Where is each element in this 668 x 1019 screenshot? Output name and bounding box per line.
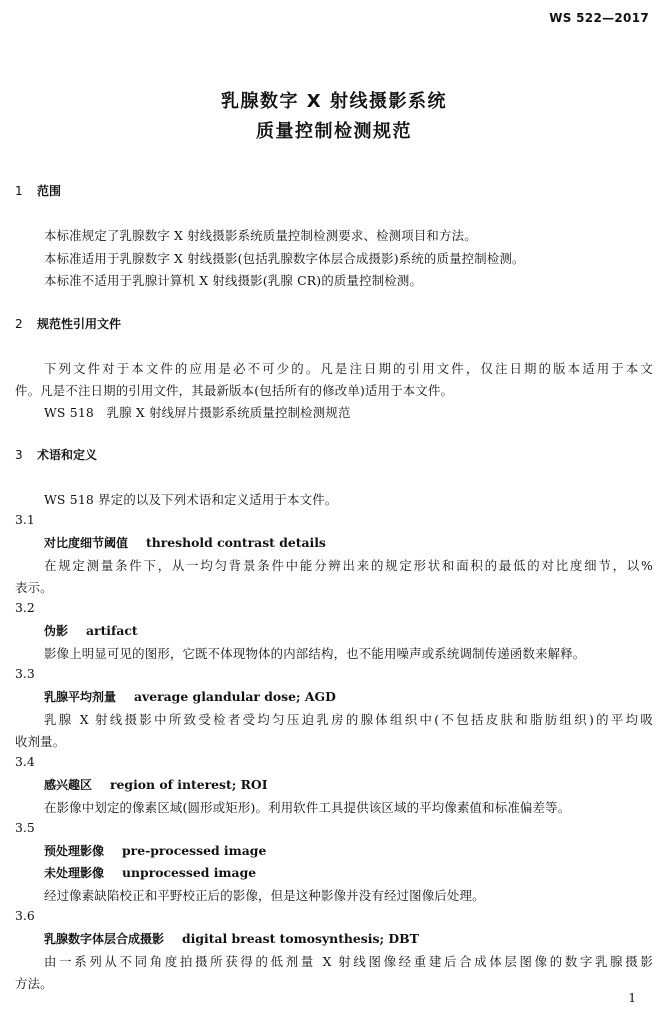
- section-title: 术语和定义: [37, 448, 98, 462]
- section-2-heading: [15, 315, 121, 332]
- section-number: 2: [15, 317, 23, 331]
- term-zh: 对比度细节阈值: [44, 536, 129, 550]
- clause-number: 3.3: [15, 666, 35, 681]
- section-number: 3: [15, 448, 23, 462]
- term-heading: [44, 776, 268, 793]
- clause-number: 3.2: [15, 600, 35, 615]
- term-zh: 预处理影像: [44, 844, 105, 858]
- page-number: 1: [628, 991, 636, 1005]
- term-definition: 由一系列从不同角度拍摄所获得的低剂量 X 射线图像经重建后合成体层图像的数字乳腺摄影: [44, 954, 653, 969]
- section-title: 范围: [37, 184, 62, 198]
- paragraph: 本标准规定了乳腺数字 X 射线摄影系统质量控制检测要求、检测项目和方法。: [44, 228, 477, 243]
- term-definition: 乳腺 X 射线摄影中所致受检者受均匀压迫乳房的腺体组织中(不包括皮肤和脂肪组织)的平均吸: [44, 712, 653, 727]
- term-definition: 收剂量。: [15, 734, 66, 749]
- section-1-heading: [15, 182, 61, 199]
- paragraph: WS 518 界定的以及下列术语和定义适用于本文件。: [44, 492, 338, 507]
- term-heading: [44, 622, 138, 639]
- normative-reference: WS 518 乳腺 X 射线屏片摄影系统质量控制检测规范: [44, 405, 351, 420]
- term-en: average glandular dose; AGD: [134, 689, 336, 704]
- term-en: region of interest; ROI: [110, 777, 268, 792]
- term-zh: 感兴趣区: [44, 778, 93, 792]
- term-zh: 乳腺平均剂量: [44, 690, 117, 704]
- term-zh: 伪影: [44, 624, 69, 638]
- clause-number: 3.4: [15, 754, 35, 769]
- term-en: threshold contrast details: [146, 535, 326, 550]
- document-title-line1: 乳腺数字 X 射线摄影系统: [221, 91, 447, 112]
- section-3-heading: [15, 446, 97, 463]
- section-title: 规范性引用文件: [37, 317, 122, 331]
- term-zh: 乳腺数字体层合成摄影: [44, 932, 165, 946]
- term-heading: [44, 688, 336, 705]
- term-en: pre-processed image: [122, 843, 267, 858]
- paragraph: 下列文件对于本文件的应用是必不可少的。凡是注日期的引用文件，仅注日期的版本适用于本文: [44, 361, 653, 376]
- standard-code: WS 522—2017: [549, 11, 649, 25]
- term-definition: 影像上明显可见的图形，它既不体现物体的内部结构，也不能用噪声或系统调制传递函数来解释。: [44, 646, 586, 661]
- term-zh: 未处理影像: [44, 866, 105, 880]
- term-definition: 方法。: [15, 976, 53, 991]
- clause-number: 3.5: [15, 820, 35, 835]
- clause-number: 3.1: [15, 512, 35, 527]
- clause-number: 3.6: [15, 908, 35, 923]
- term-definition: 表示。: [15, 580, 53, 595]
- term-heading: [44, 842, 266, 859]
- term-heading: [44, 534, 326, 551]
- term-heading-alt: [44, 864, 256, 881]
- term-heading: [44, 930, 419, 947]
- term-en: artifact: [86, 623, 138, 638]
- term-definition: 在规定测量条件下，从一均匀背景条件中能分辨出来的规定形状和面积的最低的对比度细节，以%: [44, 558, 653, 573]
- term-en: unprocessed image: [122, 865, 257, 880]
- paragraph: 件。凡是不注日期的引用文件，其最新版本(包括所有的修改单)适用于本文件。: [15, 383, 454, 398]
- paragraph: 本标准不适用于乳腺计算机 X 射线摄影(乳腺 CR)的质量控制检测。: [44, 273, 423, 288]
- term-en: digital breast tomosynthesis; DBT: [182, 931, 419, 946]
- term-definition: 经过像素缺陷校正和平野校正后的影像，但是这种影像并没有经过图像后处理。: [44, 888, 485, 903]
- paragraph: 本标准适用于乳腺数字 X 射线摄影(包括乳腺数字体层合成摄影)系统的质量控制检测。: [44, 251, 525, 266]
- section-number: 1: [15, 184, 23, 198]
- term-definition: 在影像中划定的像素区域(圆形或矩形)。利用软件工具提供该区域的平均像素值和标准偏差等。: [44, 800, 571, 815]
- document-title-line2: 质量控制检测规范: [256, 121, 412, 142]
